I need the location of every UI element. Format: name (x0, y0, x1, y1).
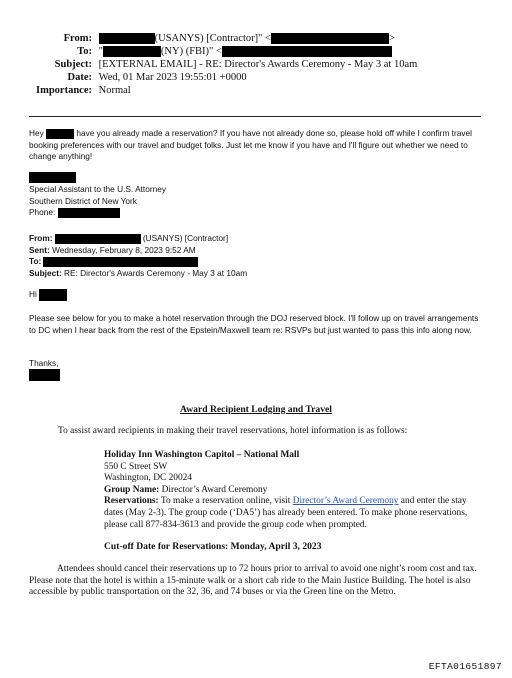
redaction (39, 289, 67, 301)
quoted-to: To: (29, 256, 481, 268)
signature-office: Southern District of New York (29, 195, 137, 206)
quoted-header (29, 233, 481, 279)
redaction (222, 46, 392, 57)
from-text: (USANYS) [Contractor]" < (154, 33, 271, 44)
importance-label: Importance: (36, 85, 92, 96)
cutoff-date: Cut-off Date for Reservations: Monday, April 3, 2023 (104, 541, 322, 552)
quoted-from: From: (USANYS) [Contractor] (29, 233, 229, 243)
header-from-row: From: (USANYS) [Contractor]" < > (0, 32, 512, 45)
redaction (55, 234, 141, 244)
signature-title: Special Assistant to the U.S. Attorney (29, 184, 166, 194)
hotel-address-2: Washington, DC 20024 (104, 473, 193, 484)
quoted-message: Please see below for you to make a hotel reservation through the DOJ reserved block. I'll follow up on travel arrangements to DC when I hear back from the rest of the Epstein/Maxwell team re: RSVPs but just wanted to pass this info along now. (29, 313, 479, 335)
redaction (99, 33, 155, 44)
subject-label: Subject: (54, 59, 92, 70)
redaction (58, 208, 120, 218)
header-to-row: To: " (NY) (FBI)" < (0, 45, 512, 58)
from-label: From: (63, 33, 92, 44)
date-label: Date: (67, 72, 92, 83)
hotel-name: Holiday Inn Washington Capitol – National Mall (104, 450, 300, 460)
quoted-sent: Sent: Wednesday, February 8, 2023 9:52 AM (29, 244, 196, 255)
reservations-info: Reservations: To make a reservation online, visit Director’s Award Ceremony and enter the stay dates (May 2-3). The group code (‘DA5’) has already been entered. To make phone reservations, please call 877-834-3613 and provide the group code when prompted. (104, 496, 468, 530)
reservation-link[interactable]: Director’s Award Ceremony (292, 496, 399, 507)
notice-intro: To assist award recipients in making their travel reservations, hotel information is as follows: (58, 426, 408, 436)
reply-message: Hey have you already made a reservation? If you have not already done so, please hold off while I confirm travel booking preferences with our travel and budget folks. Just let me know if you have and I'll figure out whether we need to change anything! (29, 128, 472, 162)
signature-phone: Phone: (29, 207, 329, 219)
quoted-subject: Subject: RE: Director's Awards Ceremony - May 3 at 10am (29, 267, 248, 278)
redaction (29, 172, 76, 183)
header-divider (29, 116, 481, 117)
subject-value: [EXTERNAL EMAIL] - RE: Director's Awards Ceremony - May 3 at 10am (98, 59, 418, 70)
document-id: EFTA01651897 (428, 661, 502, 672)
redaction (43, 257, 198, 267)
hotel-block (104, 450, 484, 531)
redaction (103, 46, 161, 57)
notice-heading: Award Recipient Lodging and Travel (180, 404, 332, 415)
group-name: Group Name: Director’s Award Ceremony (104, 484, 268, 495)
importance-value: Normal (98, 85, 131, 96)
quoted-closing: Thanks, (29, 358, 59, 368)
to-text: " (98, 46, 103, 57)
closing-paragraph: Attendees should cancel their reservations up to 72 hours prior to arrival to avoid one night’s room cost and tax. Please note that the hotel is within a 15-minute walk or a short cab ride to the Main Justice Building. The hotel is also accessible by public transportation on the 32, 36, and 74 buses or via the Green line on the Metro. (29, 564, 477, 598)
redaction (271, 33, 389, 44)
redaction (29, 369, 60, 381)
header-date-row (0, 71, 512, 84)
header-subject-row (0, 58, 512, 71)
redaction (46, 129, 74, 139)
to-label: To: (77, 46, 92, 57)
signature-block (29, 172, 329, 219)
header-importance-row (0, 84, 512, 97)
date-value: Wed, 01 Mar 2023 19:55:01 +0000 (98, 72, 247, 83)
reply-body (29, 128, 481, 163)
email-header (0, 32, 512, 97)
quoted-greeting: Hi (29, 289, 67, 301)
hotel-address-1: 550 C Street SW (104, 461, 168, 472)
